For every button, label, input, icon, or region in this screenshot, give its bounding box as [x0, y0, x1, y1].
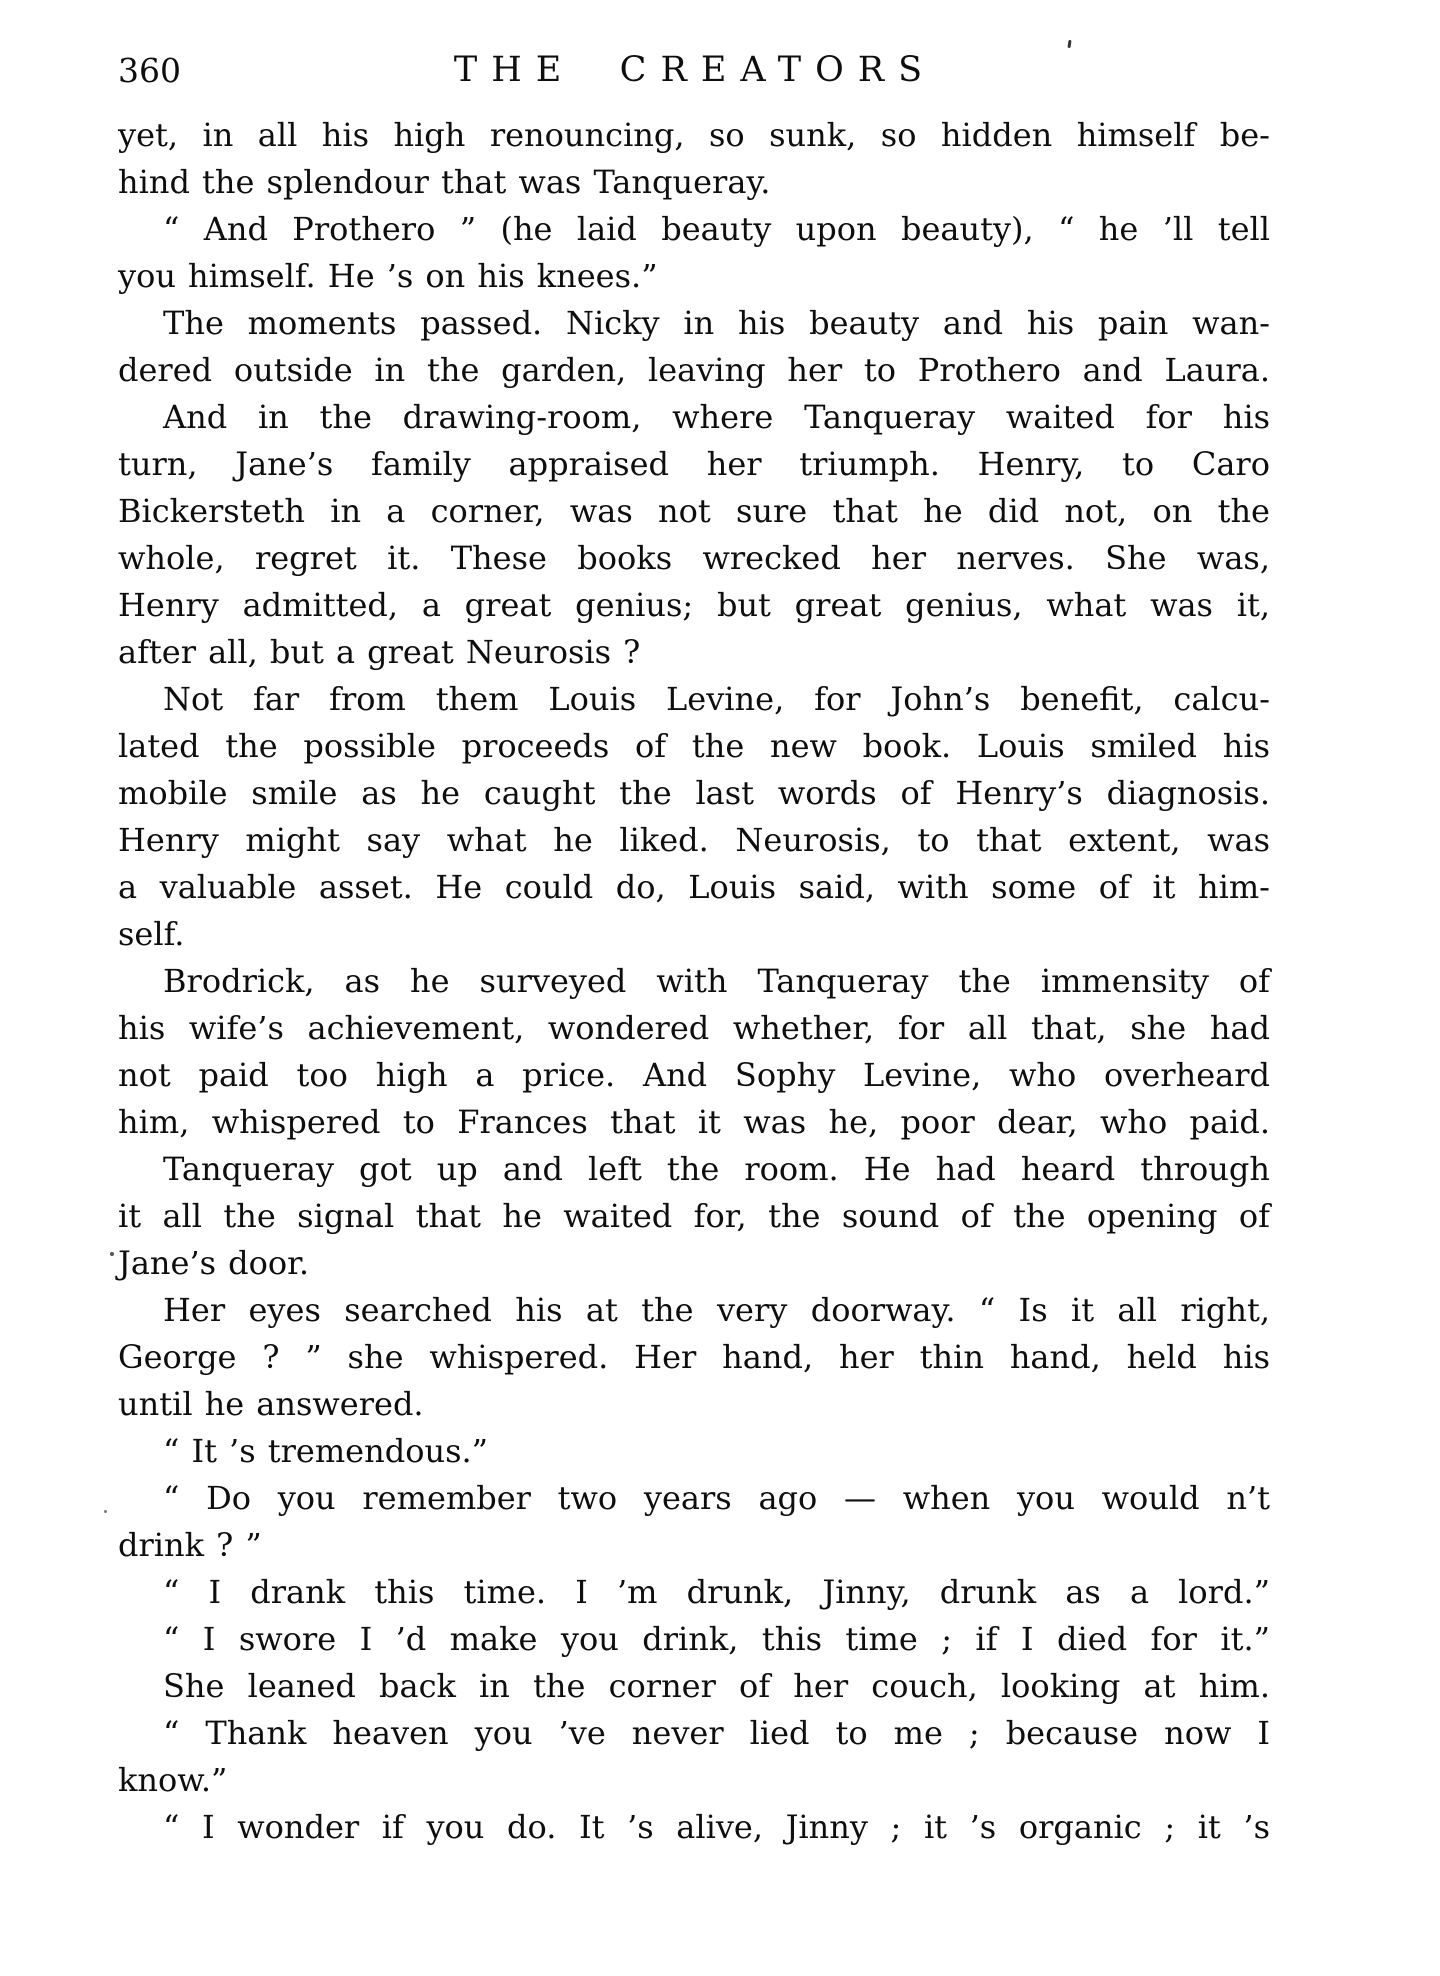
text-line: “ I swore I ’d make you drink, this time ; if I died for it.” — [163, 1620, 1270, 1658]
text-line: hind the splendour that was Tanqueray. — [118, 163, 771, 201]
text-line: Bickersteth in a corner, was not sure that he did not, on the — [118, 492, 1270, 530]
text-line: She leaned back in the corner of her couch, looking at him. — [163, 1667, 1270, 1705]
text-line: Brodrick, as he surveyed with Tanqueray the immensity of — [163, 962, 1270, 1000]
text-line: “ It ’s tremendous.” — [163, 1432, 489, 1470]
text-line: Her eyes searched his at the very doorway. “ Is it all right, — [163, 1291, 1270, 1329]
text-line: mobile smile as he caught the last words of Henry’s diagnosis. — [118, 774, 1270, 812]
text-line: Tanqueray got up and left the room. He had heard through — [163, 1150, 1270, 1188]
text-line: dered outside in the garden, leaving her to Prothero and Laura. — [118, 351, 1270, 389]
text-line: “ I wonder if you do. It ’s alive, Jinny ; it ’s organic ; it ’s — [163, 1808, 1270, 1846]
text-line: you himself. He ’s on his knees.” — [118, 257, 658, 295]
text-line: lated the possible proceeds of the new book. Louis smiled his — [118, 727, 1270, 765]
text-line: self. — [118, 915, 185, 953]
text-line: George ? ” she whispered. Her hand, her thin hand, held his — [118, 1338, 1270, 1376]
text-line: him, whispered to Frances that it was he, poor dear, who paid. — [118, 1103, 1270, 1141]
text-line: yet, in all his high renouncing, so sunk, so hidden himself be- — [118, 116, 1270, 154]
text-line: Jane’s door. — [118, 1244, 310, 1282]
text-line: Not far from them Louis Levine, for John’s benefit, calcu- — [163, 680, 1270, 718]
text-line: “ Thank heaven you ’ve never lied to me ; because now I — [163, 1714, 1270, 1752]
text-line: until he answered. — [118, 1385, 424, 1423]
text-line: turn, Jane’s family appraised her triumph. Henry, to Caro — [118, 445, 1270, 483]
text-line: Henry might say what he liked. Neurosis, to that extent, was — [118, 821, 1270, 859]
scan-speck — [110, 1252, 114, 1256]
text-line: it all the signal that he waited for, the sound of the opening of — [118, 1197, 1270, 1235]
text-line: “ And Prothero ” (he laid beauty upon beauty), “ he ’ll tell — [163, 210, 1270, 248]
scan-speck — [104, 1510, 107, 1513]
text-line: his wife’s achievement, wondered whether, for all that, she had — [118, 1009, 1270, 1047]
text-line: “ Do you remember two years ago — when you would n’t — [163, 1479, 1270, 1517]
text-line: Henry admitted, a great genius; but great genius, what was it, — [118, 586, 1270, 624]
page-header — [0, 0, 1440, 100]
text-line: not paid too high a price. And Sophy Levine, who overheard — [118, 1056, 1270, 1094]
page-number: 360 — [118, 51, 181, 90]
running-title: THE CREATORS — [453, 50, 937, 90]
text-line: a valuable asset. He could do, Louis said, with some of it him- — [118, 868, 1270, 906]
text-line: whole, regret it. These books wrecked her nerves. She was, — [118, 539, 1270, 577]
text-line: And in the drawing-room, where Tanqueray waited for his — [163, 398, 1270, 436]
text-line: The moments passed. Nicky in his beauty and his pain wan- — [163, 304, 1270, 342]
text-line: know.” — [118, 1761, 228, 1799]
text-line: drink ? ” — [118, 1526, 262, 1564]
body-text — [118, 112, 1270, 1851]
text-line: “ I drank this time. I ’m drunk, Jinny, drunk as a lord.” — [163, 1573, 1270, 1611]
text-line: after all, but a great Neurosis ? — [118, 633, 641, 671]
